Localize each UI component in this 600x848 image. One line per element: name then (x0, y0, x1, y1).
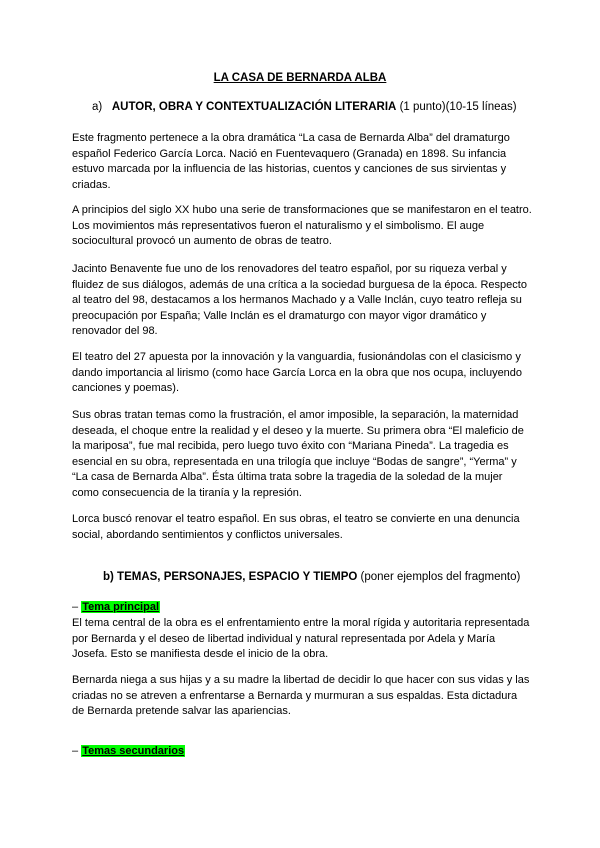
paragraph-renovacion: Lorca buscó renovar el teatro español. En sus obras, el teatro se convierte en una denuncia social, abordando sentimientos y conflictos universales. (72, 513, 520, 541)
section-b-heading (103, 571, 520, 583)
temas-secundarios-label: Temas secundarios (82, 745, 185, 757)
dash: – (72, 601, 79, 613)
section-a-title: AUTOR, OBRA Y CONTEXTUALIZACIÓN LITERARIA (111, 101, 397, 113)
dash: – (72, 745, 79, 757)
section-b-note: (poner ejemplos del fragmento) (360, 571, 521, 583)
subheading-tema-principal (72, 601, 160, 613)
paragraph-obras: Sus obras tratan temas como la frustración, el amor imposible, la separación, la maternidad deseada, el choque entre la realidad y el deseo y la muerte. Su primera obra “El maleficio de la mariposa”, fue mal recibida, pero luego tuvo éxito con “Mariana Pineda”. La tragedia es esencial en su obra, representada en una trilogía que incluye “Bodas de sangre”, “Yerma” y “La casa de Bernarda Alba”. Ésta última trata sobre la tragedia de la soledad de la mujer como consecuencia de la tiranía y la represión. (72, 409, 524, 499)
section-b-title: b) TEMAS, PERSONAJES, ESPACIO Y TIEMPO (103, 571, 358, 583)
paragraph-bernarda: Bernarda niega a sus hijas y a su madre la libertad de decidir lo que hacer con sus vidas y las criadas no se atreven a enfrentarse a Bernarda y murmuran a sus espaldas. Esta dictadura de Bernarda pretende salvar las apariencias. (72, 674, 530, 718)
tema-principal-label: Tema principal (82, 601, 160, 613)
paragraph-context: A principios del siglo XX hubo una serie de transformaciones que se manifestaron en el teatro. Los movimientos más representativos fueron el naturalismo y el simbolismo. El auge sociocultural provocó un aumento de obras de teatro. (72, 204, 532, 248)
paragraph-renovadores: Jacinto Benavente fue uno de los renovadores del teatro español, por su riqueza verbal y fluidez de sus diálogos, además de una crítica a la sociedad burguesa de la época. Respecto al teatro del 98, destacamos a los hermanos Machado y a Valle Inclán, cuyo teatro refleja su preocupación por España; Valle Inclán es el dramaturgo con mayor vigor dramático y renovador del 98. (72, 263, 527, 338)
section-a-marker: a) (92, 101, 103, 113)
paragraph-teatro-27: El teatro del 27 apuesta por la innovación y la vanguardia, fusionándolas con el clasicismo y dando importancia al lirismo (como hace García Lorca en la obra que nos ocupa, incluyendo canciones y poemas). (72, 351, 523, 395)
subheading-temas-secundarios (72, 745, 185, 757)
section-a-heading (92, 101, 517, 113)
section-a-note: (1 punto)(10-15 líneas) (399, 101, 517, 113)
paragraph-tema-central: El tema central de la obra es el enfrentamiento entre la moral rígida y autoritaria representada por Bernarda y el deseo de libertad individual y natural representada por Adela y María Josefa. Esto se manifiesta desde el inicio de la obra. (72, 617, 530, 661)
paragraph-intro: Este fragmento pertenece a la obra dramática “La casa de Bernarda Alba” del dramaturgo español Federico García Lorca. Nació en Fuentevaquero (Granada) en 1898. Su infancia estuvo marcada por la influencia de las historias, cuentos y canciones de sus sirvientas y criadas. (72, 132, 510, 191)
document-title: LA CASA DE BERNARDA ALBA (213, 72, 387, 84)
